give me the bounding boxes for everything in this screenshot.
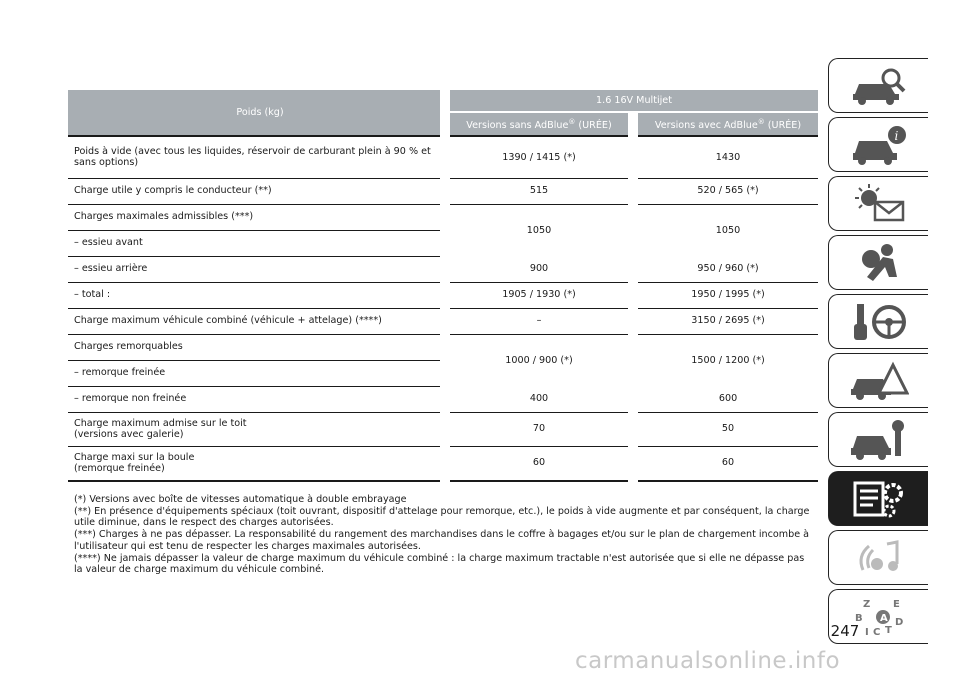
svg-text:i: i: [894, 128, 898, 143]
chapter-tab-multimedia[interactable]: [828, 530, 928, 585]
svg-text:D: D: [894, 616, 903, 628]
table-row: Charge utile y compris le conducteur (**) 515 520 / 565 (*): [68, 178, 818, 204]
table-row: – remorque non freinée 400 600: [68, 386, 818, 412]
header-engine: 1.6 16V Multijet: [450, 90, 818, 112]
chapter-tab-technical-specs[interactable]: [828, 471, 928, 526]
chapter-tab-car-info[interactable]: [828, 117, 928, 172]
car-info-icon: [849, 123, 909, 167]
chapter-tab-safety[interactable]: [828, 235, 928, 290]
table-row: Poids à vide (avec tous les liquides, réservoir de carburant plein à 90 % et sans options) 1390 / 1415 (*) 1430: [68, 136, 818, 178]
header-weights-label: Poids (kg): [68, 90, 440, 136]
table-row: Charges maximales admissibles (***) 1050 1050: [68, 204, 818, 230]
specs-gear-icon: [849, 477, 909, 521]
table-row: – remorque freinée: [68, 360, 818, 386]
footnote: (****) Ne jamais dépasser la valeur de charge maximum du véhicule combiné : la charge maximum tractable n'est autorisée que si elle ne dépasse pas la valeur de charge maximum du véhicule combiné.: [74, 552, 805, 576]
svg-text:I: I: [864, 626, 869, 638]
chapter-index-sidebar: [828, 58, 928, 648]
svg-text:C: C: [872, 626, 880, 638]
key-steering-wheel-icon: [849, 300, 909, 344]
svg-text:A: A: [879, 612, 888, 624]
svg-text:B: B: [854, 612, 863, 624]
svg-text:Z: Z: [862, 598, 870, 610]
table-row: – total : 1905 / 1930 (*) 1950 / 1995 (*): [68, 282, 818, 308]
table-row: – essieu avant: [68, 230, 818, 256]
svg-text:E: E: [892, 598, 900, 610]
chapter-tab-lights-messages[interactable]: [828, 176, 928, 231]
page-number: 247: [830, 622, 860, 640]
footnotes: [74, 494, 814, 576]
chapter-tab-car-search[interactable]: [828, 58, 928, 113]
watermark: carmanualsonline.info: [575, 648, 841, 674]
weights-table: [68, 90, 818, 482]
header-with-adblue: Versions avec AdBlue® (URÉE): [638, 112, 818, 136]
chapter-tab-starting-driving[interactable]: [828, 294, 928, 349]
airbag-person-icon: [849, 241, 909, 285]
car-warning-icon: [849, 359, 909, 403]
header-without-adblue: Versions sans AdBlue® (URÉE): [450, 112, 628, 136]
car-search-icon: [849, 64, 909, 108]
footnote: (**) En présence d'équipements spéciaux (toit ouvrant, dispositif d'attelage pour remorque, etc.), le poids à vide augmente et par conséquent, la charge utile diminue, dans le respect des charges autorisées.: [74, 505, 810, 529]
footnote: (***) Charges à ne pas dépasser. La responsabilité du rangement des marchandises dans le coffre à bagages et/ou sur le plan de chargement incombe à l'utilisateur qui est tenu de respecter les charges maximales autorisées.: [74, 529, 810, 552]
footnote: (*) Versions avec boîte de vitesses automatique à double embrayage: [74, 494, 407, 505]
table-row: Charges remorquables 1000 / 900 (*) 1500 / 1200 (*): [68, 334, 818, 360]
car-wrench-icon: [849, 418, 909, 462]
light-message-icon: [849, 182, 909, 226]
table-row: Charge maximum admise sur le toit (versions avec galerie) 70 50: [68, 412, 818, 446]
chapter-tab-emergency[interactable]: [828, 353, 928, 408]
table-row: Charge maximum véhicule combiné (véhicule + attelage) (****) – 3150 / 2695 (*): [68, 308, 818, 334]
table-row: – essieu arrière 900 950 / 960 (*): [68, 256, 818, 282]
svg-text:T: T: [884, 624, 892, 636]
media-music-icon: [849, 536, 909, 580]
chapter-tab-maintenance[interactable]: [828, 412, 928, 467]
table-row: Charge maxi sur la boule (remorque freinée) 60 60: [68, 446, 818, 481]
